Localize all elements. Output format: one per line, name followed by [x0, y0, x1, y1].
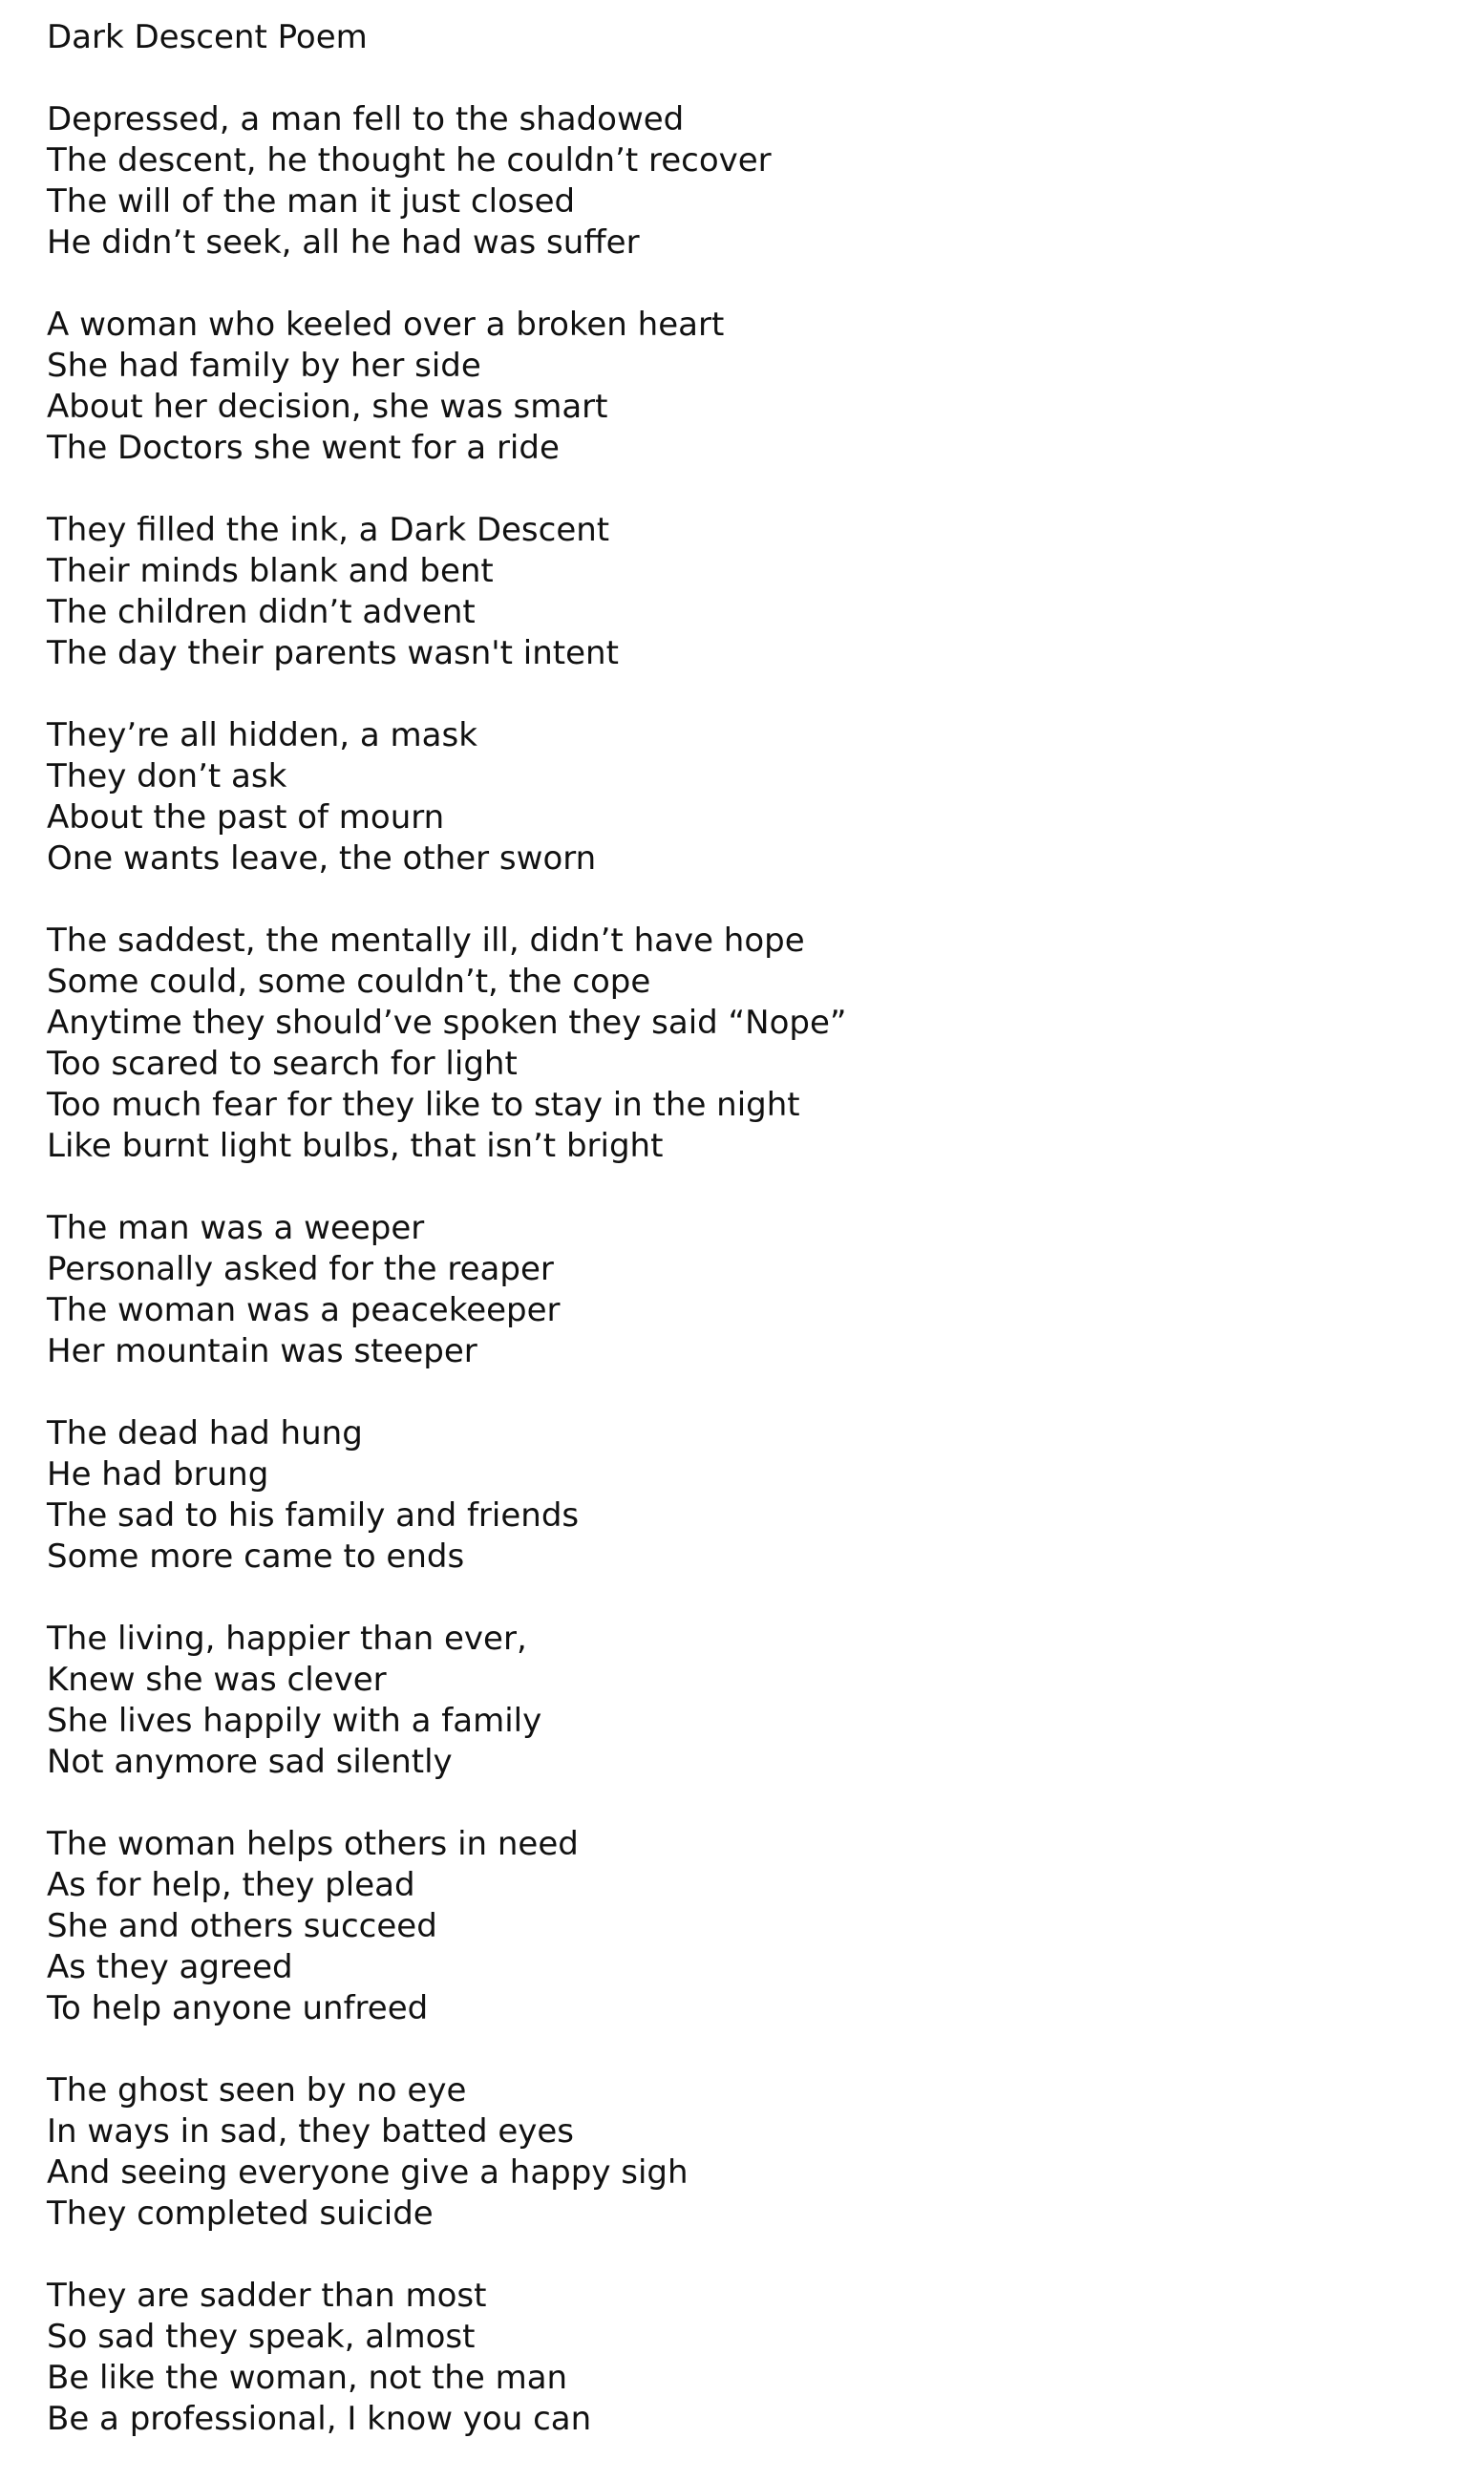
poem-line: The saddest, the mentally ill, didn’t have hope: [47, 922, 805, 960]
poem-line: The woman helps others in need: [47, 1825, 579, 1863]
poem-line: Their minds blank and bent: [47, 552, 494, 590]
poem-line: Too scared to search for light: [47, 1045, 518, 1083]
poem-line: And seeing everyone give a happy sigh: [47, 2153, 689, 2192]
stanza-2: [47, 305, 1460, 469]
stanza-5: [47, 921, 1460, 1167]
poem-line: Her mountain was steeper: [47, 1332, 477, 1370]
poem-line: She and others succeed: [47, 1907, 437, 1945]
poem-line: They’re all hidden, a mask: [47, 716, 477, 754]
poem-line: Knew she was clever: [47, 1661, 387, 1699]
poem-title: Dark Descent Poem: [47, 18, 368, 56]
stanza-4: [47, 715, 1460, 880]
poem-line: The man was a weeper: [47, 1209, 425, 1247]
poem-line: The descent, he thought he couldn’t recover: [47, 141, 772, 180]
poem-line: Be like the woman, not the man: [47, 2359, 568, 2397]
poem-line: In ways in sad, they batted eyes: [47, 2112, 575, 2151]
poem-line: About her decision, she was smart: [47, 388, 608, 426]
stanza-7: [47, 1413, 1460, 1578]
poem-line: About the past of mourn: [47, 798, 445, 837]
poem-line: To help anyone unfreed: [47, 1989, 429, 2027]
stanza-6: [47, 1208, 1460, 1372]
poem-line: He didn’t seek, all he had was suffer: [47, 223, 640, 262]
stanza-11: [47, 2276, 1460, 2440]
poem-line: Some could, some couldn’t, the cope: [47, 963, 651, 1001]
poem-line: So sad they speak, almost: [47, 2318, 476, 2356]
poem-line: A woman who keeled over a broken heart: [47, 306, 725, 344]
poem-line: Anytime they should’ve spoken they said “Nope”: [47, 1004, 847, 1042]
poem-line: Like burnt light bulbs, that isn’t bright: [47, 1127, 664, 1165]
poem-line: They filled the ink, a Dark Descent: [47, 511, 610, 549]
poem-line: The Doctors she went for a ride: [47, 429, 560, 467]
poem-line: The sad to his family and friends: [47, 1496, 580, 1535]
poem-line: They don’t ask: [47, 757, 287, 795]
poem-line: The dead had hung: [47, 1414, 363, 1453]
poem-line: Depressed, a man fell to the shadowed: [47, 100, 685, 138]
poem-line: One wants leave, the other sworn: [47, 839, 597, 878]
poem-line: Some more came to ends: [47, 1537, 465, 1576]
poem-line: The children didn’t advent: [47, 593, 476, 631]
stanza-8: [47, 1619, 1460, 1783]
poem-line: As for help, they plead: [47, 1866, 415, 1904]
poem-line: The will of the man it just closed: [47, 182, 576, 221]
poem-line: The ghost seen by no eye: [47, 2071, 467, 2110]
poem-line: The living, happier than ever,: [47, 1620, 527, 1658]
poem-line: Be a professional, I know you can: [47, 2400, 592, 2438]
stanza-10: [47, 2070, 1460, 2235]
poem-line: They completed suicide: [47, 2195, 434, 2233]
poem-line: Not anymore sad silently: [47, 1743, 453, 1781]
stanza-3: [47, 510, 1460, 674]
poem-line: She had family by her side: [47, 347, 481, 385]
poem-line: As they agreed: [47, 1948, 293, 1986]
poem-page: [47, 17, 1460, 2481]
poem-line: Personally asked for the reaper: [47, 1250, 554, 1288]
poem-line: The day their parents wasn't intent: [47, 634, 619, 672]
poem-line: The woman was a peacekeeper: [47, 1291, 561, 1329]
stanza-9: [47, 1824, 1460, 2029]
poem-line: He had brung: [47, 1455, 269, 1494]
poem-line: They are sadder than most: [47, 2277, 487, 2315]
stanza-1: [47, 99, 1460, 264]
poem-line: Too much fear for they like to stay in the night: [47, 1086, 800, 1124]
poem-line: She lives happily with a family: [47, 1702, 542, 1740]
